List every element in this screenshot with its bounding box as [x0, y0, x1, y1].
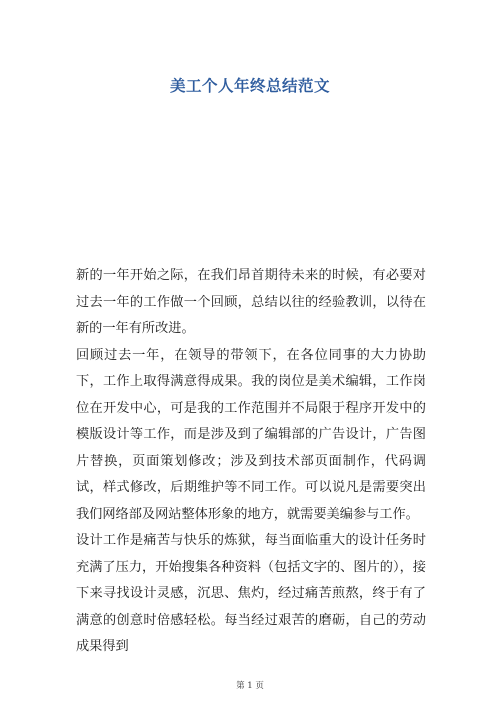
paragraph-1: 新的一年开始之际，在我们昂首期待未来的时候，有必要对过去一年的工作做一个回顾，总结以往的经验教训，以待在新的一年有所改进。	[76, 268, 426, 336]
document-title: 美工个人年终总结范文	[169, 77, 330, 95]
document-body	[76, 263, 426, 661]
paragraph-3: 设计工作是痛苦与快乐的炼狱，每当面临重大的设计任务时充满了压力，开始搜集各种资料（包括文字的、图片的），接下来寻找设计灵感，沉思、焦灼，经过痛苦煎熬，终于有了满意的创意时倍感轻松。每当经过艰苦的磨砺，自己的劳动成果得到	[76, 533, 426, 654]
paragraph-2: 回顾过去一年，在领导的带领下，在各位同事的大力协助下，工作上取得满意得成果。我的岗位是美术编辑，工作岗位在开发中心，可是我的工作范围并不局限于程序开发中的模版设计等工作，而是涉及到了编辑部的广告设计，广告图片替换，页面策划修改；涉及到技术部页面制作，代码调试，样式修改，后期维护等不同工作。可以说凡是需要突出我们网络部及网站整体形象的地方，就需要美编参与工作。	[76, 347, 426, 522]
page-number: 第 1 页	[236, 681, 264, 691]
